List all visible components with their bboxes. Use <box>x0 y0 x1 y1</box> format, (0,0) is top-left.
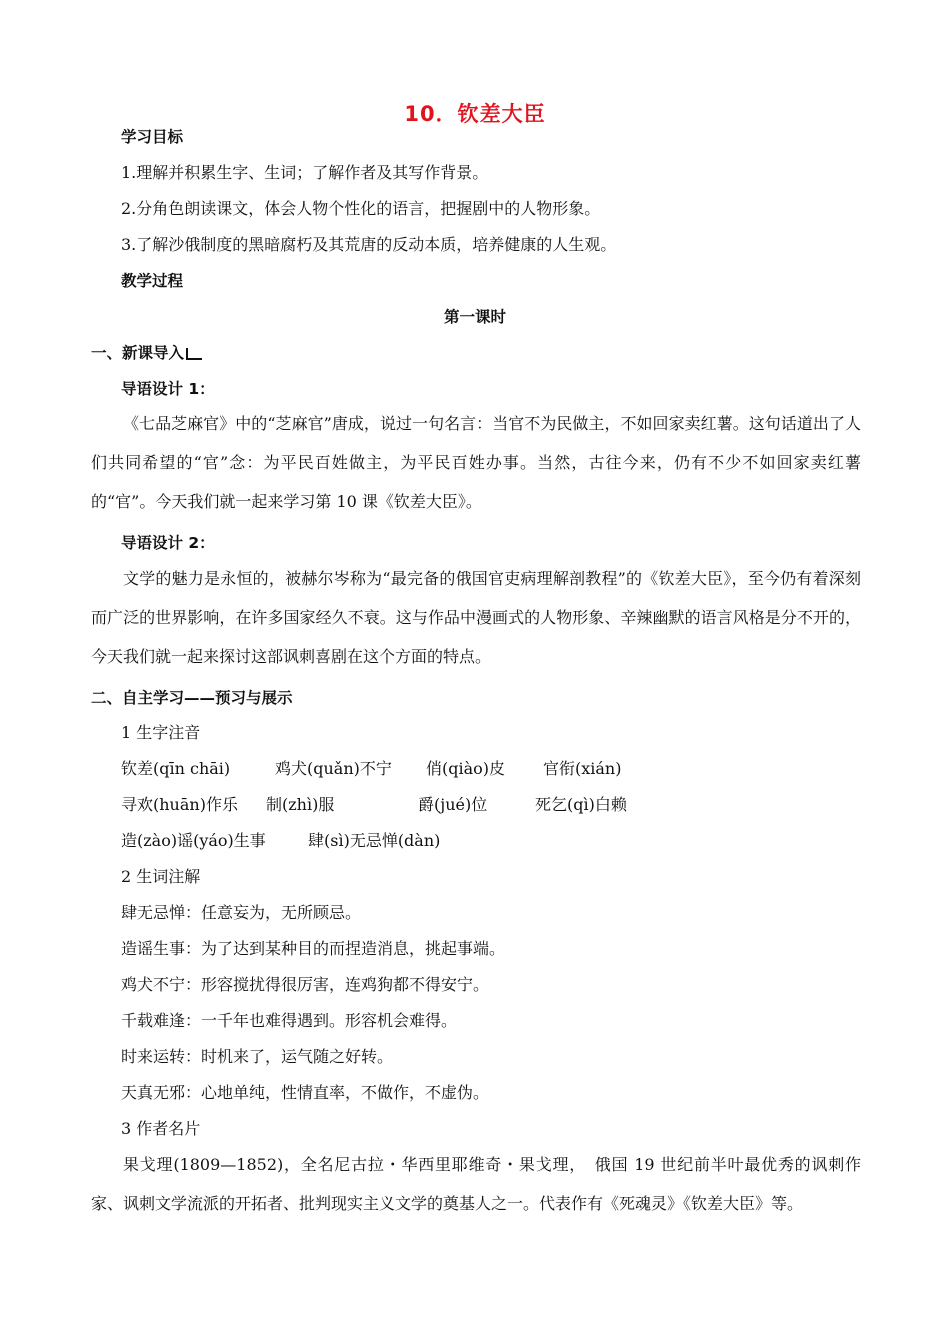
design2-paragraph: 文学的魅力是永恒的，被赫尔岑称为“最完备的俄国官吏病理解剖教程”的《钦差大臣》，至今仍有着深刻而广泛的世界影响，在许多国家经久不衰。这与作品中漫画式的人物形象、辛辣幽默的语言风格是分不开的，今天我们就一起来探讨这部讽刺喜剧在这个方面的特点。 <box>91 569 861 666</box>
design1-paragraph: 《七品芝麻官》中的“芝麻官”唐成，说过一句名言：当官不为民做主，不如回家卖红薯。这句话道出了人们共同希望的“官”念：为平民百姓做主，为平民百姓办事。当然，古往今来，仍有不少不如回家卖红薯的“官”。今天我们就一起来学习第 10 课《钦差大臣》。 <box>91 414 861 511</box>
objective-item: 2.分角色朗读课文，体会人物个性化的语言，把握剧中的人物形象。 <box>121 199 601 218</box>
pinyin-entry: 俏(qiào)皮 <box>426 759 506 778</box>
design1-label: 导语设计 1： <box>121 380 215 398</box>
pinyin-entry: 鸡犬(quǎn)不宁 <box>275 759 392 778</box>
vocab-item: 鸡犬不宁：形容搅扰得很厉害，连鸡狗都不得安宁。 <box>121 975 490 994</box>
edit-mark-icon <box>186 348 202 360</box>
pinyin-entry: 制(zhì)服 <box>266 795 335 814</box>
vocab-item: 肆无忌惮：任意妄为，无所顾忌。 <box>121 903 362 922</box>
vocab-item: 天真无邪：心地单纯，性情直率，不做作，不虚伪。 <box>121 1083 490 1102</box>
design2-label: 导语设计 2： <box>121 534 215 552</box>
pinyin-entry: 官衔(xián) <box>543 759 622 778</box>
author-paragraph: 果戈理(1809—1852)，全名尼古拉・华西里耶维奇・果戈理， 俄国 19 世纪前半叶最优秀的讽刺作家、讽刺文学流派的开拓者、批判现实主义文学的奠基人之一。代表作有《死魂灵》《钦差大臣》等。 <box>91 1155 861 1213</box>
objectives-heading: 学习目标 <box>121 128 184 146</box>
lesson-heading: 第一课时 <box>443 308 506 326</box>
vocab-item: 千载难逢：一千年也难得遇到。形容机会难得。 <box>121 1011 458 1030</box>
section1-heading <box>91 343 202 363</box>
vocab-item: 造谣生事：为了达到某种目的而捏造消息，挑起事端。 <box>121 939 506 958</box>
pinyin-entry: 爵(jué)位 <box>418 795 488 814</box>
vocab-item: 时来运转：时机来了，运气随之好转。 <box>121 1047 394 1066</box>
process-heading: 教学过程 <box>121 272 184 290</box>
pinyin-entry: 寻欢(huān)作乐 <box>121 795 238 814</box>
pinyin-title: 1 生字注音 <box>121 723 201 742</box>
objective-item: 3.了解沙俄制度的黑暗腐朽及其荒唐的反动本质，培养健康的人生观。 <box>121 235 617 254</box>
section1-heading-text: 一、新课导入 <box>91 344 185 362</box>
objective-item: 1.理解并积累生字、生词；了解作者及其写作背景。 <box>121 163 489 182</box>
vocab-title: 2 生词注解 <box>121 867 201 886</box>
pinyin-entry: 肆(sì)无忌惮(dàn) <box>308 831 441 850</box>
pinyin-entry: 死乞(qì)白赖 <box>535 795 627 814</box>
pinyin-entry: 钦差(qīn chāi) <box>121 759 231 778</box>
author-title: 3 作者名片 <box>121 1119 201 1138</box>
page-title: 10．钦差大臣 <box>404 102 546 126</box>
section2-heading: 二、自主学习——预习与展示 <box>91 689 293 707</box>
pinyin-entry: 造(zào)谣(yáo)生事 <box>121 831 266 850</box>
